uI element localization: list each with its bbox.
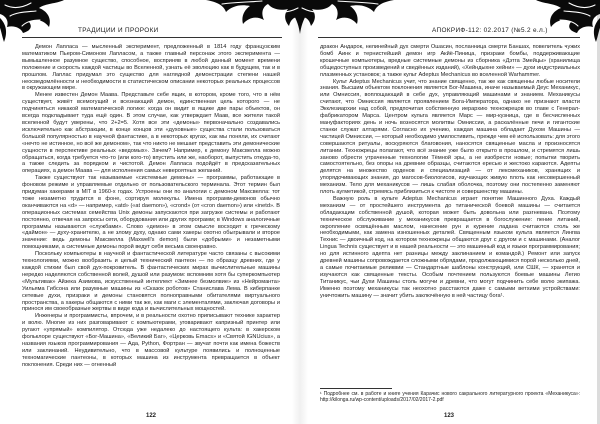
footnote: ¹ Подробнее см. в работе и книге учения Карачис нового сакрального литературного проекта «Механикуса»: http://kilonga.ru/wp-content/uploads/2017/02/2017-2.pdf (320, 391, 580, 403)
page-gutter (292, 0, 308, 424)
body-text-right (320, 44, 580, 384)
paragraph: Демон Лапласа — мысленный эксперимент, предложенный в 1814 году французским математиком Пьером-Симоном Лапласом, а также главный персонаж этого эксперимента — вымышленное разумное существо, способное, восприняв в любой данный момент времени положение и скорость каждой частицы во Вселенной, узнать её эволюцию как в будущем, так и в прошлом. Лаплас придумал это существо для наглядной демонстрации степени нашей неосведомлённости и необходимости в статистическом описании некоторых реальных процессов в окружающем мире. (22, 44, 280, 92)
header-rule-left (22, 37, 282, 38)
tribal-ornament-top-right (536, 0, 600, 42)
header-rule-right (318, 37, 580, 38)
tribal-ornament-top-left (0, 0, 64, 42)
paragraph: Менее известен Демон Маава. Представьте себе ящик, в котором, кроме того, что в нём существует, живёт всемогущий и всезнающий демон, единственная цель которого — не подчиняться никакой математической логике: когда он видит в ящике две пары объектов, он всегда подкладывает туда ещё один. В этом случае, как утверждает Маав, все жители такой вселенной будут уверены, что 2+2=5. Хотя все эти «демоны» первоначально создавались исключительно как абстракции, в конце концов эти «духовные» существа стали пользоваться большой популярностью в научной фантастике, а в некоторых кругах, как мы поняли, их считают «нечто не истинное, но всё же демоном», так что никто не мешает представить эти демонические сущности в перспективе реальных «ведомых». Зачем? Например, к демону Максвелла можно обращаться, когда требуется что-то (или кого-то) впустить или же, наоборот, выпустить откуда-то, а также следить за порядком и чистотой. Демон Лапласа подойдёт в предсказательных операциях, а демон Маава — для исполнения самых невероятных желаний. (22, 92, 280, 175)
page-number-right: 123 (444, 413, 455, 419)
paragraph: Поскольку компьютеры в научной и фантастической литературе часто связаны с высокими технологиями, можно вообразить и целый технический пантеон — по образцу древних, где у каждой стихии был свой дух-покровитель. В фантастических мирах вычислительные машины нередко наделяются собственной волей, душой или разумом: вспомним хотя бы суперкомпьютер «Мультивак» Айзека Азимова, искусственный интеллект «Зимнее безмолвие» из «Нейроманта» Уильяма Гибсона или разумные машины из «Сказок роботов» Станислава Лема. В киберпанке сетевые духи, призраки и демоны становятся полноправными обитателями виртуального пространства, а хакеры общаются с ними так же, как маги с элементалями, заключая договоры и принося им своеобразные жертвы в виде кода и вычислительных мощностей. (22, 251, 280, 313)
running-head-right: АПОКРИФ-112: 02.2017 (№5.2 е.л.) (432, 27, 548, 34)
paragraph: Культ Adeptus Mechanicus учит, что знание священно, так же как священны любые носители знания. Высшим объектом поклонения является Бог-Машина, иначе называемый Деус Механикус, или Омниссия, воплощающий в себе дух, управляющий машинами и знанием. Механикусы считают, что Омниссия является проявлением Бога-Императора, однако не признают власти Экклезиархии над собой, предпочитая собственную иерархию техножрецов во главе с Генерал-фабрикатором Марса. Центром культа является Марс — мир-кузница, где в бесчисленных мануфакториях день и ночь возносятся молитвы Омниссии, а раскалённые печи и гигантские станки служат алтарями. Согласно их учению, каждая машина обладает Духом Машины — частицей Омниссии, — который необходимо умилостивить, прежде чем её использовать: для этого совершаются ритуалы, воскуряются благовония, наносятся священные масла и произносятся литании. Техножрецы полагают, что всё знание уже было открыто в прошлом, и стремятся лишь заново обрести утраченные технологии Тёмной эры, а не изобрести новые; попытки творить самостоятельно, без опоры на древние образцы, считаются ересью и жестоко караются. Адепты делятся на множество орденов и специализаций — от лексмехаников, хранящих и упорядочивающих знания, до магосов-биологисов, изучающих живую плоть как несовершенный механизм. Тело для механикусов — лишь слабая оболочка, поэтому они постепенно заменяют плоть аугметикой, стремясь приблизиться к чистоте и совершенству машины. (320, 78, 580, 196)
paragraph: Инженеры и программисты, впрочем, и в реальности охотно приписывают технике характер и волю. Многие из них разговаривают с компьютерами, уговаривают капризный принтер или ругают «упрямый» компилятор. Отсюда уже недалеко до настоящего культа: в хакерском фольклоре существуют «Бог-Машина», «Великий Баг», «Церковь Emacs» и «Святой IGNUcius», а названия языков программирования — Ада, Python, Фортран — звучат почти как имена божеств или заклинаний. Неудивительно, что в массовой культуре появились и полноценные техномагические пантеоны, в которых машина из инструмента превращается в объект поклонения. Среди них — огненный (22, 313, 280, 368)
page-number-left: 122 (146, 413, 157, 419)
paragraph: Также существуют так называемые «системные демоны» — программы, работающие в фоновом режиме и управляемые отдельно от пользовательского терминала. Этот термин был придуман хакерами в MIT в 1960-х годах. Устроены они по аналогии с демоном Максвелла: тот тоже незаметно трудится в фоне, сортируя молекулы. Имена программ-демонов обычно оканчиваются на «d» — например, «atd» («at daemon»), «crond» (от «cron daemon») или «inetd». В операционных системах семейства Unix демоны запускаются при загрузке системы и работают постоянно, отвечая на запросы сети, оборудования или других программ; в Windows аналогичные программы называются «службами». Слово «демон» в этом смысле восходит к греческому «даймон» — духу-хранителю, а не злому духу, однако сами хакеры охотно обыгрывали и второе значение: ведь демоны Максвелла (Maxwell's demon) были «добрыми» и незаметными помощниками, а системные демоны порой ведут себя весьма своенравно. (22, 175, 280, 251)
paragraph-continued: дракон Андарок, нелинейный дух смерти Ошасин, посланница смерти Баншах, повелитель чужих бомб Аинк и тернистейший демон игр Акйё-Пиница, призраки бомбы, поддерживающие крошечные компьютеры, вредные системные демоны из сборника «Дэтга Змейцы» (хранилища общедоступных произведений и сведённых изданий), «Хейндыхне хейни» — духи индустриальных плазменных установок; а также культ Adeptus Mechanicus во вселенной Warhammer. (320, 44, 580, 78)
running-head-left: ТРАДИЦИИ И ПРОРОКИ (78, 27, 159, 34)
paragraph: Важную роль в культе Adeptus Mechanicus играет понятие Машинного Духа. Каждый механизм — от простейшего инструмента до титанической боевой машины — считается обладающим собственной душой, которая может быть довольна или разгневана. Поэтому техническое обслуживание у механикусов превращается в богослужение: пение литаний, окропление освящённым маслом, нанесение рун и курение ладана считаются столь же необходимыми, как замена изношенных деталей. Священным языком культа является Лингва Технис — двоичный код, на котором техножрецы общаются друг с другом и с машинами. (Аналог Lingua Technis существует и в нашей реальности — это машинный код и языки программирования; но для истинного адепта нет разницы между заклинанием и командой.) Ремонт или запуск древней машины сопровождается сложными обрядами, продолжающимися порой несколько дней, а самые почитаемые реликвии — Стандартные шаблоны конструкций, или СШК, — хранятся и изучаются как священные тексты. Особым почтением пользуются боевые машины Легио Титаникус, чьи Духи Машины столь могучи и древни, что могут подчинить себе волю экипажа. Именно поэтому механикусы так неохотно расстаются даже с самыми ветхими устройствами: уничтожить машину — значит убить заключённую в ней частицу бога¹. (320, 195, 580, 299)
footnote-rule (320, 388, 392, 389)
body-text-left (22, 44, 280, 410)
tribal-ornament-top-center (206, 0, 394, 34)
